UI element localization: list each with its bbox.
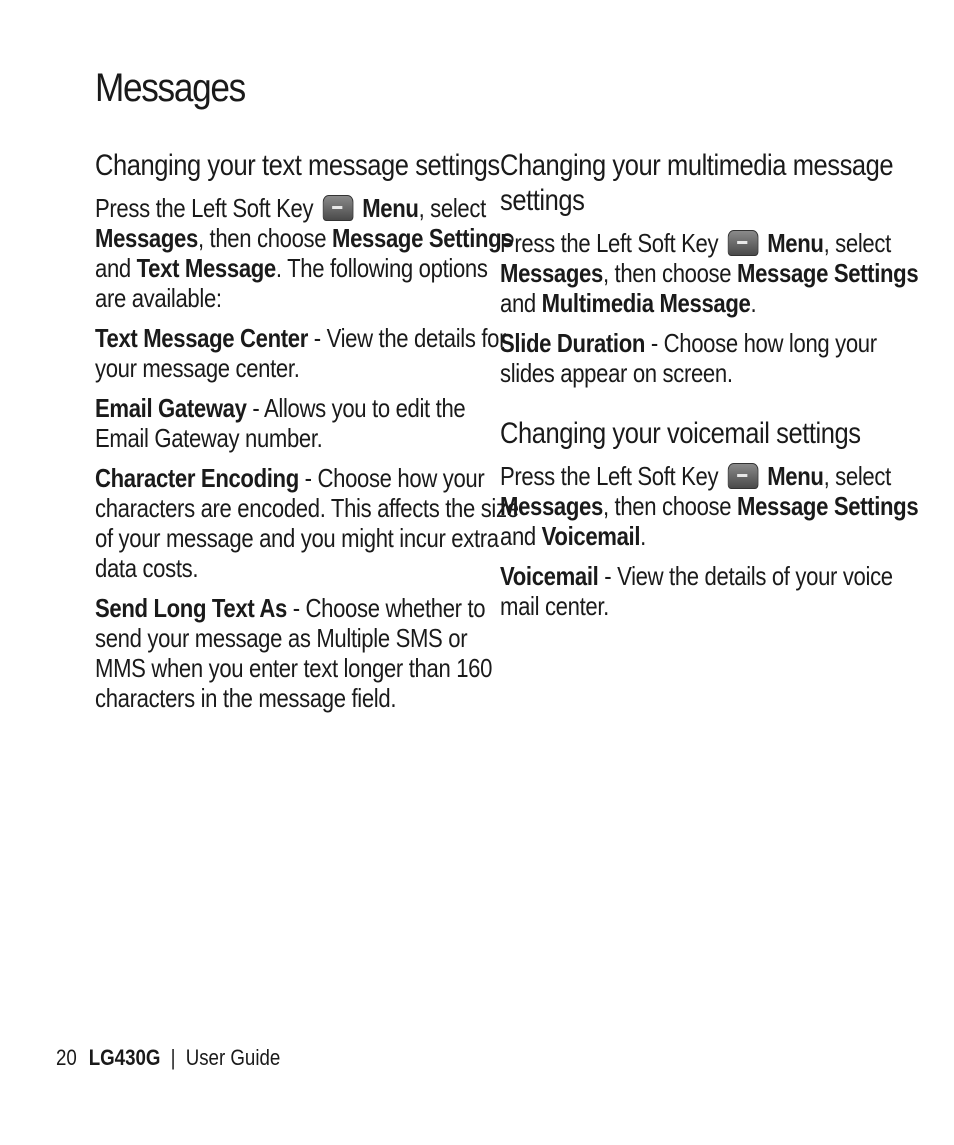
menu-label: Menu [362, 193, 419, 223]
multimedia-message-label: Multimedia Message [541, 288, 751, 318]
footer-separator: | [170, 1045, 176, 1070]
option-item [95, 593, 520, 713]
message-settings-label: Message Settings [737, 258, 919, 288]
message-settings-label: Message Settings [332, 223, 514, 253]
left-soft-key-icon [322, 195, 353, 221]
messages-label: Messages [95, 223, 198, 253]
page-title: Messages [95, 66, 245, 110]
option-desc: - View the details for your message center. [95, 323, 507, 383]
multimedia-intro [500, 228, 925, 318]
menu-label: Menu [767, 228, 824, 258]
option-desc: - Choose whether to send your message as Multiple SMS or MMS when you enter text longer than 160 characters in the message field. [95, 593, 493, 713]
intro-text: and [95, 253, 137, 283]
left-soft-key-icon [727, 230, 758, 256]
message-settings-label: Message Settings [737, 491, 919, 521]
messages-label: Messages [500, 258, 603, 288]
model-name: LG430G [88, 1045, 161, 1070]
voicemail-settings-heading: Changing your voicemail settings [500, 417, 861, 450]
multimedia-settings-heading: Changing your multimedia message settings [500, 149, 894, 217]
page-number: 20 [56, 1045, 77, 1070]
option-term: Text Message Center [95, 323, 308, 353]
text-message-settings-heading: Changing your text message settings [95, 149, 500, 182]
option-desc: - Choose how long your slides appear on screen. [500, 328, 877, 388]
intro-text: , then choose [602, 491, 738, 521]
option-term: Send Long Text As [95, 593, 287, 623]
option-item [500, 328, 925, 388]
option-term: Character Encoding [95, 463, 299, 493]
right-column [500, 148, 920, 631]
option-desc: - Allows you to edit the Email Gateway number. [95, 393, 466, 453]
text-message-label: Text Message [136, 253, 276, 283]
option-term: Email Gateway [95, 393, 247, 423]
intro-text: . The following options are available: [95, 253, 488, 313]
intro-text: and [500, 521, 542, 551]
intro-text: Press the Left Soft Key [500, 461, 725, 491]
text-message-intro [95, 193, 520, 313]
left-column [95, 148, 519, 723]
option-desc: - View the details of your voice mail center. [500, 561, 893, 621]
option-item [95, 393, 520, 453]
option-item [500, 561, 925, 621]
option-item [95, 323, 520, 383]
option-term: Slide Duration [500, 328, 646, 358]
voicemail-intro [500, 461, 925, 551]
intro-text: , select [418, 193, 486, 223]
intro-text: , select [823, 461, 891, 491]
intro-text: , then choose [197, 223, 333, 253]
menu-label: Menu [767, 461, 824, 491]
intro-text: and [500, 288, 542, 318]
option-term: Voicemail [500, 561, 599, 591]
guide-label: User Guide [185, 1045, 281, 1070]
messages-label: Messages [500, 491, 603, 521]
intro-text: , select [823, 228, 891, 258]
left-soft-key-icon [727, 463, 758, 489]
intro-text: . [640, 521, 646, 551]
voicemail-label: Voicemail [541, 521, 641, 551]
intro-text: Press the Left Soft Key [95, 193, 320, 223]
intro-text: , then choose [602, 258, 738, 288]
option-item [95, 463, 520, 583]
intro-text: . [750, 288, 757, 318]
option-desc: - Choose how your characters are encoded. This affects the size of your message and you might incur extra data costs. [95, 463, 519, 583]
page-footer [56, 1045, 280, 1071]
intro-text: Press the Left Soft Key [500, 228, 725, 258]
